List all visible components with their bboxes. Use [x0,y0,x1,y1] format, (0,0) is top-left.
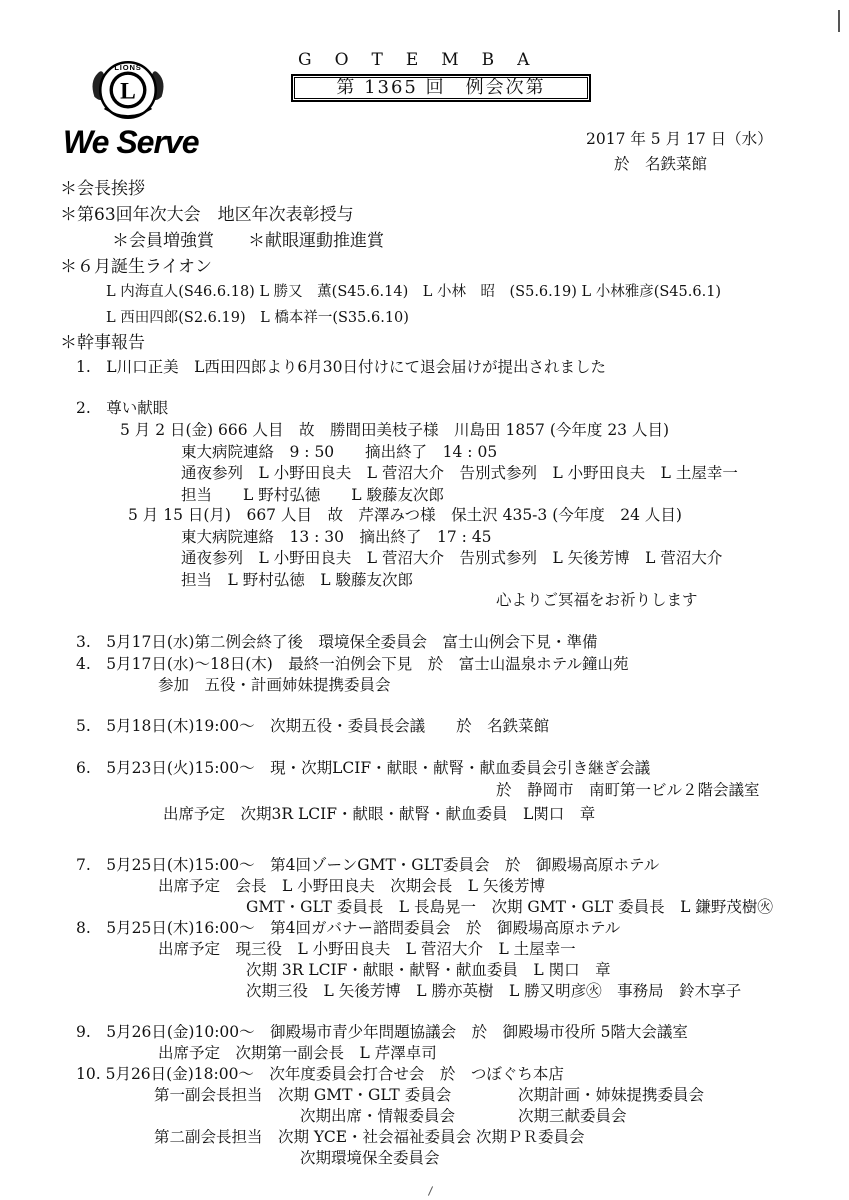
report-item-10-line: 次期環境保全委員会 [300,1149,440,1167]
report-item-8-line: 次期三役 L 矢後芳博 L 勝亦英樹 L 勝又明彦㊋ 事務局 鈴木享子 [246,982,742,1000]
report-item-2-line: 5 月 15 日(月) 667 人目 故 芹澤みつ様 保土沢 435-3 (今年度 24 人目) [128,506,682,524]
report-item-2-line: 担当 L 野村弘徳 L 駿藤友次郎 [181,486,444,504]
report-item-2-line: 担当 L 野村弘徳 L 駿藤友次郎 [181,571,413,589]
report-item-9-line: 出席予定 次期第一副会長 L 芹澤卓司 [158,1044,437,1062]
meeting-title-box [291,74,591,102]
report-item-10-line: 次期計画・姉妹提携委員会 [518,1086,705,1104]
report-item-8-line: 次期 3R LCIF・献眼・献腎・献血委員 L 関口 章 [246,961,611,979]
report-item-2-line: 東大病院連絡 13 : 30 摘出終了 17 : 45 [181,528,492,546]
report-item-7: 7. 5月25日(木)15:00～ 第4回ゾーンGMT・GLT委員会 於 御殿場高原ホテル [76,856,660,874]
condolence-closing: 心よりご冥福をお祈りします [496,591,698,609]
report-item-4-line: 参加 五役・計画姉妹提携委員会 [158,676,391,694]
report-item-10-line: 第二副会長担当 次期 YCE・社会福祉委員会 次期ＰＲ委員会 [154,1128,585,1146]
report-item-2-title: 2. 尊い献眼 [76,399,169,417]
birthdays-line: L 西田四郎(S2.6.19) L 橋本祥一(S35.6.10) [106,310,409,326]
meeting-venue: 於 名鉄菜館 [614,155,708,173]
slogan: We Serve [63,124,199,160]
birthdays-line: L 内海直人(S46.6.18) L 勝又 薫(S45.6.14) L 小林 昭 (S5.6.19) L 小林雅彦(S45.6.1) [106,284,722,300]
meeting-title: 第 1365 回 例会次第 [336,77,546,98]
report-item-6-line: 出席予定 次期3R LCIF・献眼・献腎・献血委員 L関口 章 [163,805,596,823]
svg-text:L: L [120,78,136,105]
report-item-1: 1. L川口正美 L西田四郎より6月30日付けにて退会届けが提出されました [76,358,606,376]
annual-convention: ＊第63回年次大会 地区年次表彰授与 [60,205,354,225]
report-item-4: 4. 5月17日(水)～18日(木) 最終一泊例会下見 於 富士山温泉ホテル鐘山苑 [76,655,629,673]
report-item-6: 6. 5月23日(火)15:00～ 現・次期LCIF・献眼・献腎・献血委員会引き継ぎ会議 [76,759,651,777]
scan-mark [428,1186,433,1195]
report-item-8-line: 出席予定 現三役 L 小野田良夫 L 菅沼大介 L 土屋幸一 [158,940,576,958]
org-name: GOTEMBA [298,50,553,70]
report-item-10-line: 第一副会長担当 次期 GMT・GLT 委員会 [154,1086,452,1104]
report-item-10-line: 次期三献委員会 [518,1107,627,1125]
lions-club-logo [86,48,170,132]
report-item-7-line: GMT・GLT 委員長 L 長島晃一 次期 GMT・GLT 委員長 L 鎌野茂樹㊋ [246,898,773,916]
report-item-3: 3. 5月17日(水)第二例会終了後 環境保全委員会 富士山例会下見・準備 [76,633,598,651]
awards: ＊会員増強賞 ＊献眼運動推進賞 [112,231,384,251]
logo-text: LIONS [114,62,142,72]
report-item-10: 10. 5月26日(金)18:00～ 次年度委員会打合せ会 於 つぼぐち本店 [76,1065,564,1083]
report-item-9: 9. 5月26日(金)10:00～ 御殿場市青少年問題協議会 於 御殿場市役所 5階大会議室 [76,1023,688,1041]
meeting-date: 2017 年 5 月 17 日（水） [586,130,773,148]
report-item-2-line: 通夜参列 L 小野田良夫 L 菅沼大介 告別式参列 L 矢後芳博 L 菅沼大介 [181,549,723,567]
report-item-2-line: 通夜参列 L 小野田良夫 L 菅沼大介 告別式参列 L 小野田良夫 L 土屋幸一 [181,464,738,482]
report-item-10-line: 次期出席・情報委員会 [300,1107,456,1125]
scan-mark [838,10,840,32]
secretary-report-title: ＊幹事報告 [60,333,145,353]
report-item-6-line: 於 静岡市 南町第一ビル２階会議室 [496,781,760,799]
birthdays-title: ＊６月誕生ライオン [60,257,212,277]
president-greeting: ＊会長挨拶 [60,179,145,199]
report-item-7-line: 出席予定 会長 L 小野田良夫 次期会長 L 矢後芳博 [158,877,545,895]
report-item-8: 8. 5月25日(木)16:00～ 第4回ガバナー諮問委員会 於 御殿場高原ホテル [76,919,621,937]
report-item-2-line: 5 月 2 日(金) 666 人目 故 勝間田美枝子様 川島田 1857 (今年度 23 人目) [120,421,670,439]
report-item-2-line: 東大病院連絡 9 : 50 摘出終了 14 : 05 [181,443,498,461]
report-item-5: 5. 5月18日(木)19:00～ 次期五役・委員長会議 於 名鉄菜館 [76,717,550,735]
